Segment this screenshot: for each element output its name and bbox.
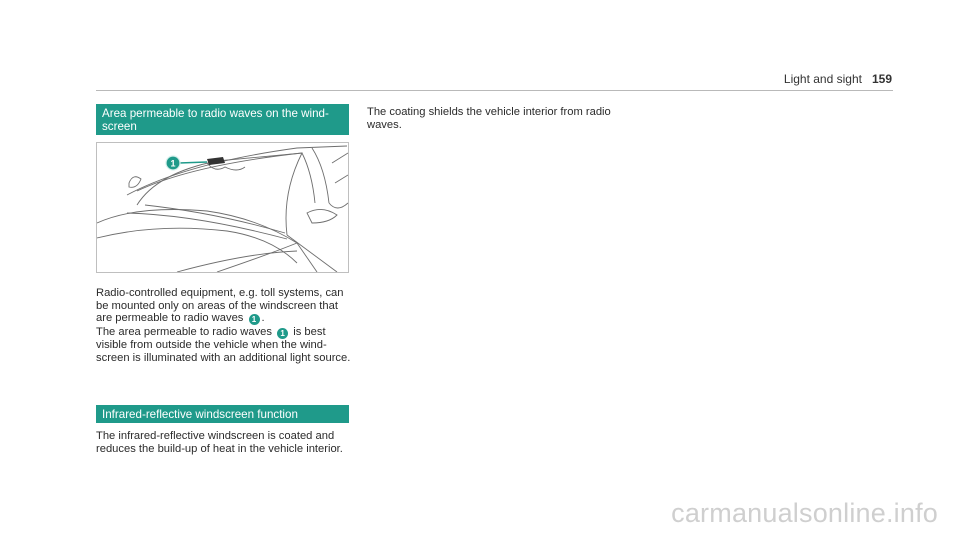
paragraph-text: The area permeable to radio waves (96, 326, 272, 338)
watermark: carmanualsonline.info (671, 498, 938, 528)
car-windscreen-drawing (97, 143, 348, 272)
heading-line-2: screen (102, 120, 137, 133)
paragraph-coating: The coating shields the vehicle interior from radio waves. (367, 106, 611, 131)
paragraph-radio-equipment (96, 287, 352, 325)
section-title: Light and sight (783, 72, 862, 86)
windscreen-illustration (96, 142, 349, 273)
permeable-area-marker (207, 157, 225, 165)
paragraph-text: Radio-controlled equipment, e.g. toll systems, can be mounted only on areas of the windscreen that are permeable to radio waves (96, 287, 344, 324)
paragraph-permeable-area (96, 326, 352, 364)
callout-marker-1: 1 (249, 314, 260, 325)
callout-marker-1: 1 (277, 328, 288, 339)
section-heading-infrared: Infrared-reflective windscreen function (96, 405, 349, 423)
page-number: 159 (871, 72, 892, 86)
figure-callout-1: 1 (170, 158, 176, 169)
running-header (784, 72, 892, 86)
header-rule (96, 90, 893, 91)
paragraph-end: . (261, 312, 265, 324)
paragraph-text-cont: is best visible from outside the vehicle when the wind-screen is illuminated with an additional light source. (96, 326, 351, 364)
paragraph-infrared: The infrared-reflective windscreen is coated and reduces the build-up of heat in the vehicle interior. (96, 430, 343, 455)
heading-line-1: Area permeable to radio waves on the wind- (102, 107, 329, 120)
section-heading-radio-waves (96, 104, 349, 135)
